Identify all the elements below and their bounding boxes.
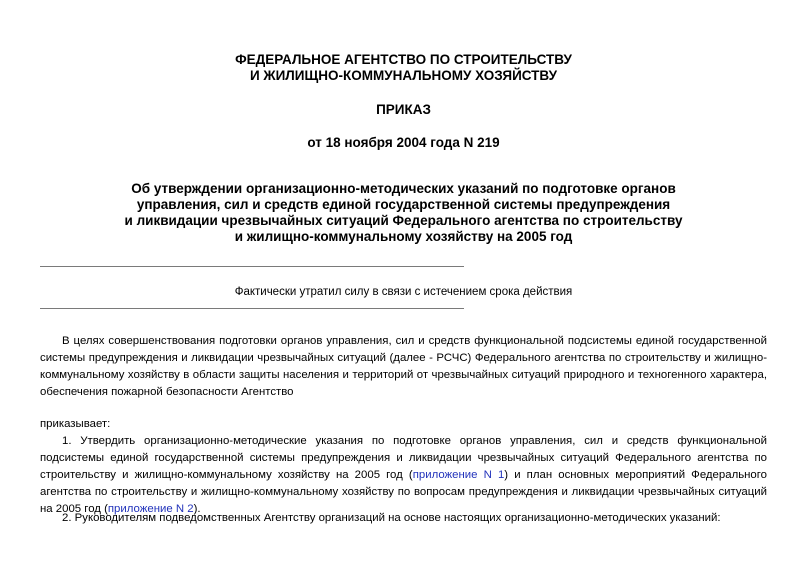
agency-name-line-2: И ЖИЛИЩНО-КОММУНАЛЬНОМУ ХОЗЯЙСТВУ [249,68,558,83]
status-note: Фактически утратил силу в связи с истечением срока действия [234,286,573,298]
document-title-line-3: и ликвидации чрезвычайных ситуаций Федерального агентства по строительству [124,213,683,228]
preamble-paragraph [40,333,767,401]
document-title-line-2: управления, сил и средств единой государственной системы предупреждения [136,197,671,212]
document-date-number: от 18 ноября 2004 года N 219 [307,135,500,150]
preamble-text: В целях совершенствования подготовки органов управления, сил и средств функциональной подсистемы единой государственной системы предупреждения и ликвидации чрезвычайных ситуаций (далее - РСЧС) Федерального агентства по строительству и жилищно-коммунальному хозяйству в области защиты населения и территорий от чрезвычайных ситуаций природного и техногенного характера, обеспечения пожарной безопасности Агентство [40,335,767,398]
item-1-text-b: ) и план основных мероприятий Федерального агентства по строительству и жилищно-коммунальному хозяйству по вопросам предупреждения и ликвидации чрезвычайных ситуаций на 2005 год ( [40,469,768,515]
document-title-line-1: Об утверждении организационно-методических указаний по подготовке органов [131,181,676,196]
appendix-2-link[interactable]: приложение N 2 [107,503,194,515]
appendix-1-link[interactable]: приложение N 1 [412,469,505,481]
item-1-text-c: ). [193,503,201,515]
document-type: ПРИКАЗ [376,102,431,117]
item-2-paragraph: 2. Руководителям подведомственных Агентству организаций на основе настоящих организационно-методических указаний: [62,512,721,524]
divider-top [40,266,464,267]
item-1-paragraph [40,433,767,518]
agency-name-line-1: ФЕДЕРАЛЬНОЕ АГЕНТСТВО ПО СТРОИТЕЛЬСТВУ [235,52,572,67]
item-1-text-a: 1. Утвердить организационно-методические указания по подготовке органов управления, сил и средств функциональной подсистемы единой государственной системы предупреждения и ликвидации чрезвычайных ситуаций Федерального агентства по строительству и жилищно-коммунальному хозяйству на 2005 год ( [40,435,767,481]
orders-word: приказывает: [40,418,111,430]
document-title-line-4: и жилищно-коммунальному хозяйству на 2005 год [234,229,573,244]
divider-bottom [40,308,464,309]
